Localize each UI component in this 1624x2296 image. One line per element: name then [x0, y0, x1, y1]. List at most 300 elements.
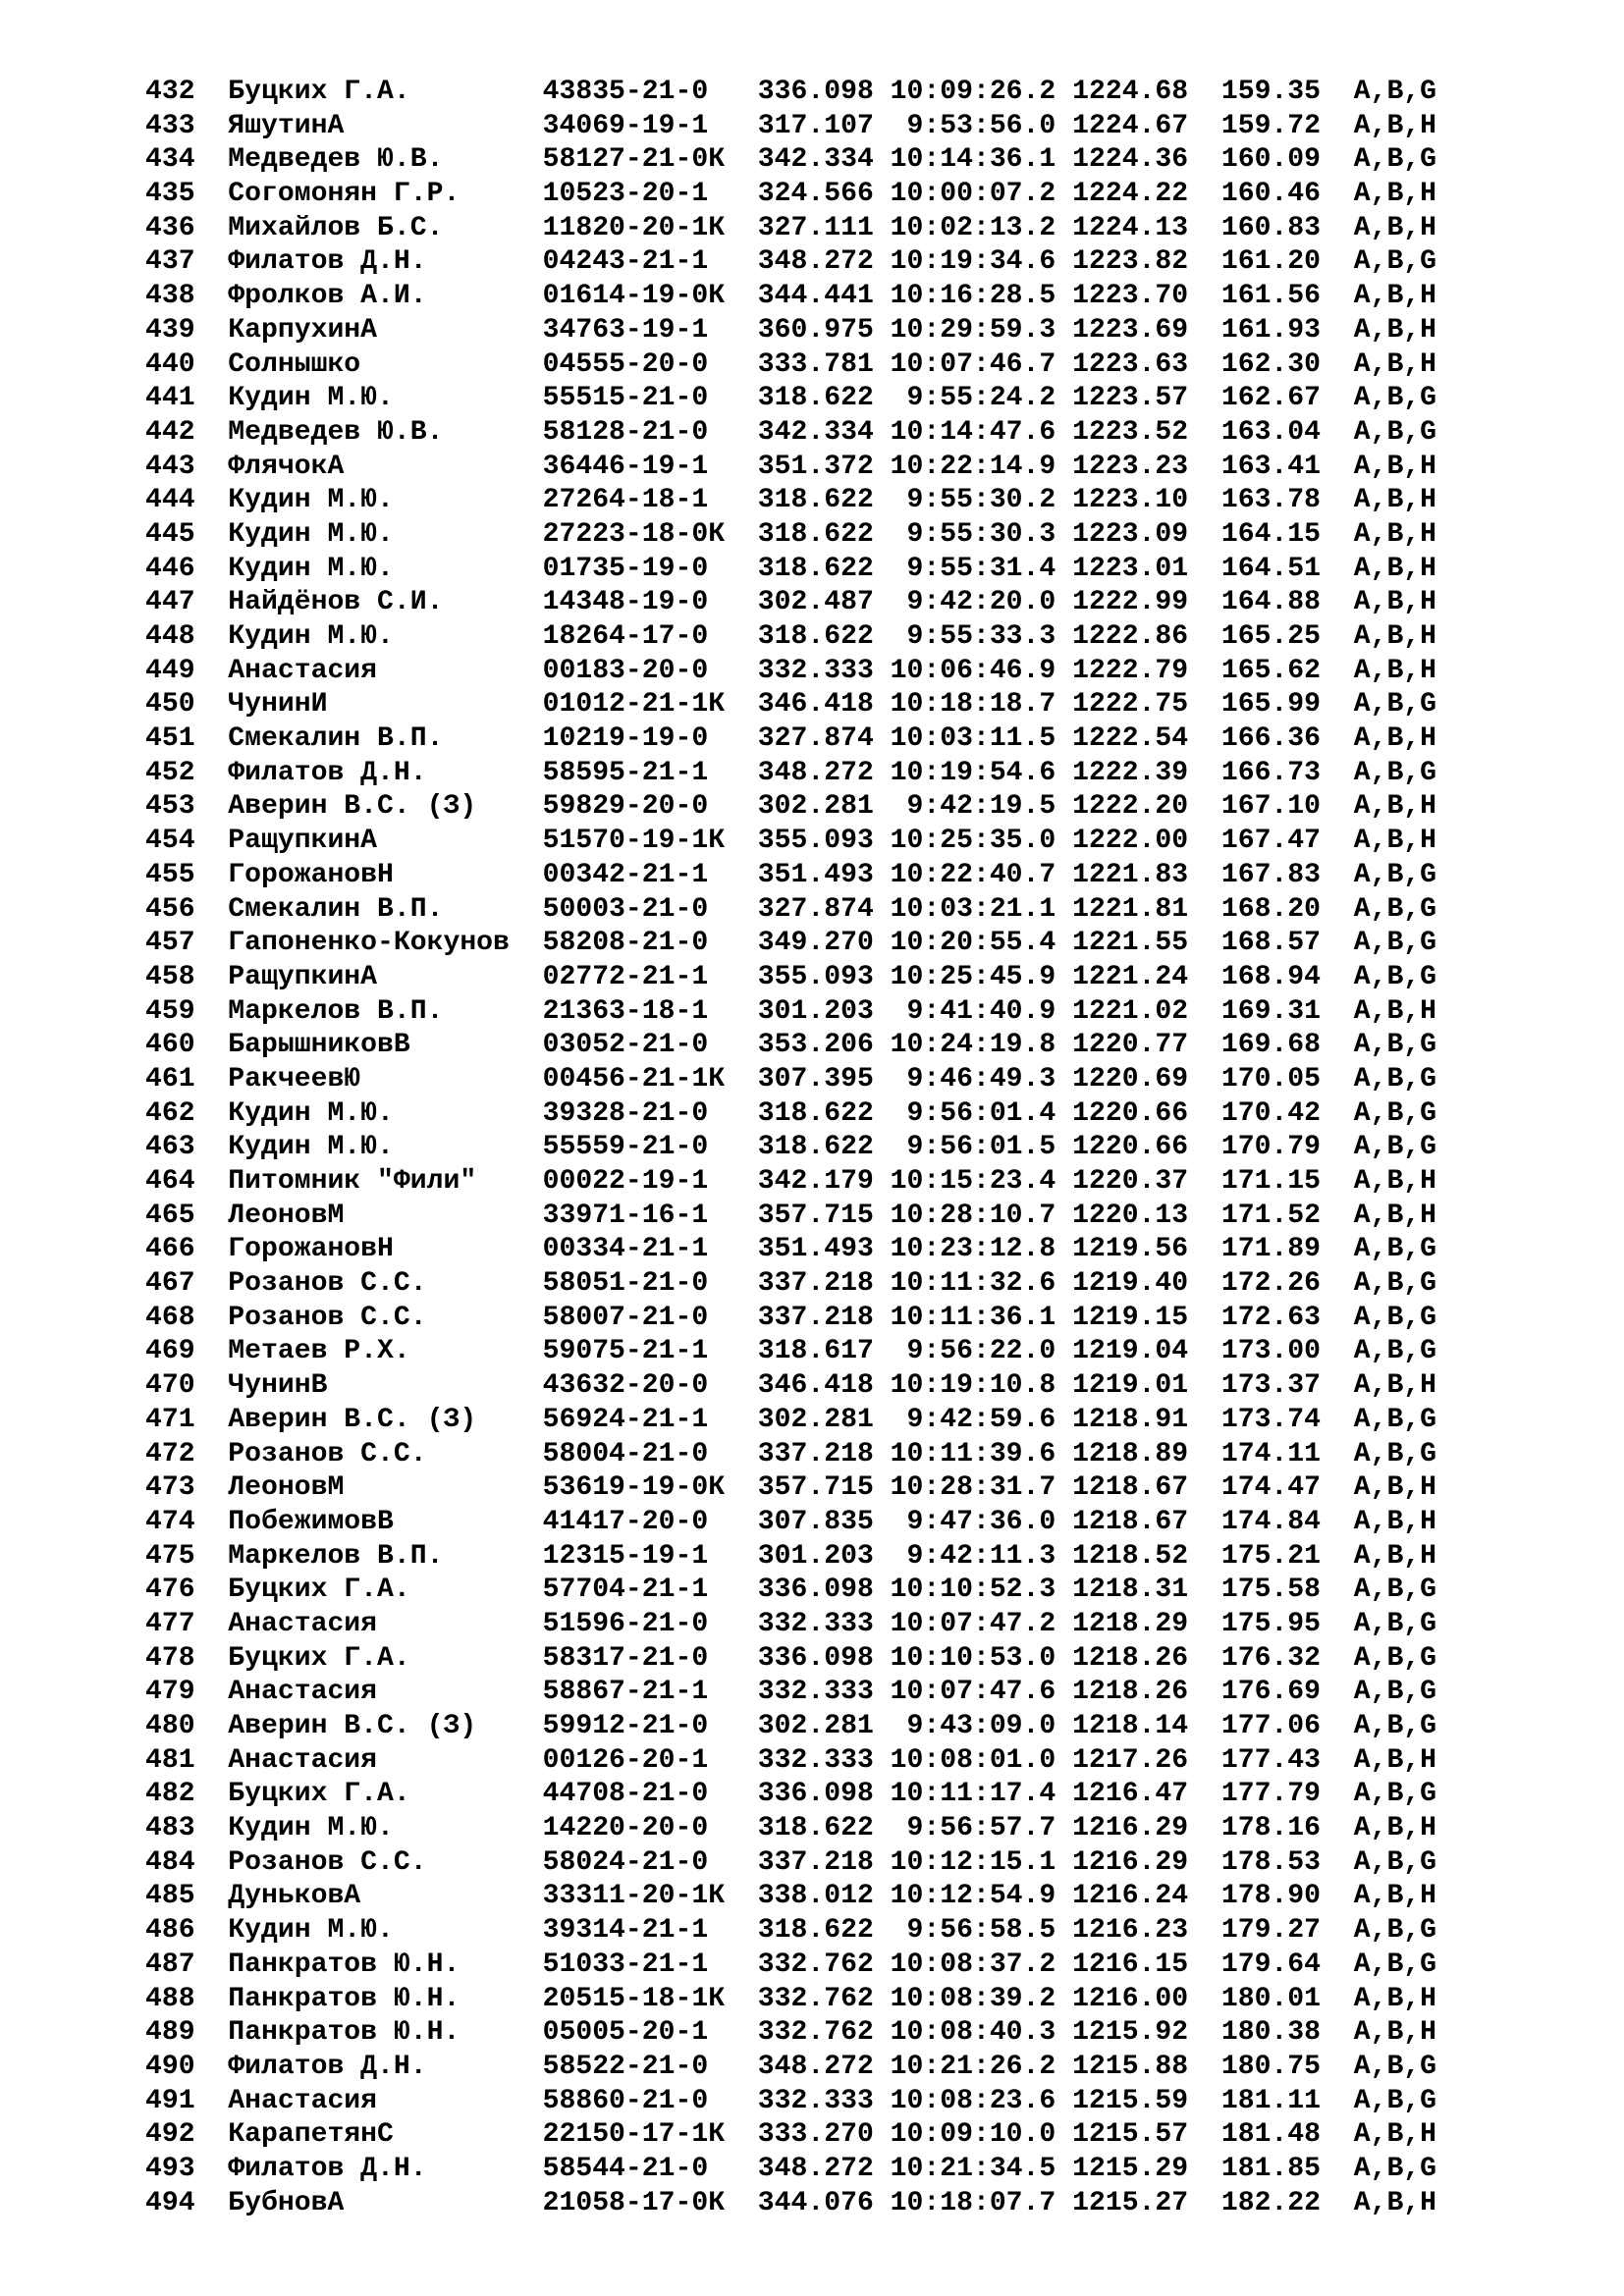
cell-gap	[195, 1201, 229, 1231]
cell-gap	[1056, 1609, 1072, 1639]
cell-time: 10:08:37.2	[890, 1949, 1056, 1980]
cell-coef: 170.79	[1220, 1132, 1322, 1163]
cell-gap	[874, 1541, 891, 1572]
cell-gap	[725, 281, 758, 311]
cell-rank: 453	[145, 791, 195, 823]
cell-gap	[427, 758, 543, 788]
cell-flags: A,B,G	[1353, 1642, 1437, 1674]
cell-time: 10:16:28.5	[890, 281, 1056, 312]
cell-distance: 302.281	[757, 791, 874, 823]
cell-time: 10:28:10.7	[890, 1200, 1056, 1231]
cell-gap	[1321, 1643, 1354, 1674]
cell-time: 10:18:07.7	[890, 2187, 1056, 2218]
cell-name: ГорожановН	[228, 859, 394, 890]
cell-gap	[1056, 1268, 1072, 1299]
cell-gap	[874, 996, 891, 1027]
cell-name: РащупкинА	[228, 961, 378, 992]
cell-flags: A,B,H	[1353, 348, 1437, 380]
cell-gap	[1056, 1132, 1072, 1162]
cell-gap	[874, 2017, 891, 2048]
cell-gap	[874, 246, 891, 277]
cell-gap	[1321, 554, 1354, 584]
cell-rank: 470	[145, 1370, 195, 1402]
cell-name: Кудин М.Ю.	[228, 518, 394, 550]
cell-ring: 59829-20-0	[542, 791, 709, 823]
cell-ring: 58128-21-0	[542, 416, 709, 448]
cell-flags: A,B,G	[1353, 1711, 1437, 1741]
cell-flags: A,B,H	[1353, 2119, 1437, 2151]
cell-time: 9:56:58.5	[906, 1915, 1056, 1947]
cell-coef: 175.58	[1220, 1575, 1322, 1606]
cell-flags: A,B,H	[1353, 655, 1437, 686]
cell-rank: 476	[145, 1575, 195, 1606]
cell-gap	[1188, 77, 1221, 107]
cell-gap	[443, 1541, 542, 1572]
cell-gap	[1056, 723, 1072, 754]
results-table	[145, 76, 1436, 2220]
cell-gap	[377, 1677, 543, 1707]
cell-ring: 01012-21-1К	[542, 689, 726, 721]
cell-gap	[874, 1643, 891, 1674]
cell-gap	[394, 621, 543, 652]
cell-gap	[1056, 894, 1072, 925]
cell-gap	[1188, 1575, 1221, 1605]
cell-distance: 348.272	[757, 2153, 874, 2184]
cell-speed: 1221.02	[1072, 995, 1189, 1027]
cell-speed: 1220.37	[1072, 1166, 1189, 1197]
cell-gap	[708, 315, 758, 346]
cell-speed: 1221.83	[1072, 859, 1189, 890]
cell-gap	[1321, 1745, 1354, 1776]
cell-time: 10:07:47.6	[890, 1677, 1056, 1708]
cell-time: 10:03:21.1	[890, 893, 1056, 925]
cell-speed: 1223.69	[1072, 314, 1189, 346]
cell-gap	[891, 621, 907, 652]
cell-gap	[443, 213, 542, 243]
cell-gap	[708, 554, 758, 584]
cell-coef: 162.30	[1220, 348, 1322, 380]
cell-gap	[195, 349, 229, 380]
cell-gap	[1188, 1201, 1221, 1231]
cell-gap	[195, 2052, 229, 2082]
cell-gap	[1321, 1132, 1354, 1162]
cell-gap	[1188, 656, 1221, 686]
cell-gap	[1321, 894, 1354, 925]
cell-gap	[443, 894, 542, 925]
cell-gap	[443, 723, 542, 754]
cell-gap	[377, 656, 543, 686]
cell-gap	[460, 1984, 542, 2014]
cell-gap	[1056, 860, 1072, 890]
cell-time: 10:11:36.1	[890, 1302, 1056, 1333]
cell-time: 10:21:34.5	[890, 2153, 1056, 2184]
cell-name: Буцких Г.А.	[228, 1575, 410, 1606]
cell-time: 10:22:40.7	[890, 859, 1056, 890]
cell-flags: A,B,G	[1353, 1438, 1437, 1469]
cell-gap	[1188, 1984, 1221, 2014]
cell-gap	[1321, 656, 1354, 686]
cell-time: 10:12:15.1	[890, 1846, 1056, 1878]
cell-rank: 488	[145, 1983, 195, 2014]
cell-rank: 446	[145, 553, 195, 584]
table-row	[145, 518, 1436, 553]
cell-gap	[394, 1234, 543, 1264]
cell-gap	[1056, 1949, 1072, 1980]
table-row	[145, 1063, 1436, 1097]
cell-gap	[874, 587, 891, 617]
cell-gap	[394, 383, 543, 413]
cell-distance: 337.218	[757, 1302, 874, 1333]
cell-gap	[708, 1847, 758, 1878]
cell-name: Метаев Р.Х.	[228, 1336, 410, 1367]
cell-speed: 1215.57	[1072, 2119, 1189, 2151]
cell-gap	[360, 1064, 542, 1095]
cell-gap	[195, 1711, 229, 1741]
table-row	[145, 178, 1436, 212]
cell-gap	[1321, 1303, 1354, 1333]
cell-coef: 163.41	[1220, 451, 1322, 482]
cell-name: Смекалин В.П.	[228, 723, 444, 755]
cell-gap	[1188, 179, 1221, 209]
table-row	[145, 1812, 1436, 1846]
cell-time: 10:12:54.9	[890, 1881, 1056, 1912]
cell-ring: 34069-19-1	[542, 110, 709, 141]
cell-gap	[708, 485, 758, 515]
cell-flags: A,B,H	[1353, 281, 1437, 312]
cell-coef: 178.53	[1220, 1846, 1322, 1878]
cell-ring: 58024-21-0	[542, 1846, 709, 1878]
cell-distance: 318.622	[757, 1097, 874, 1129]
table-row	[145, 995, 1436, 1030]
cell-ring: 12315-19-1	[542, 1540, 709, 1572]
cell-ring: 51033-21-1	[542, 1949, 709, 1980]
cell-gap	[874, 1813, 891, 1843]
cell-distance: 332.333	[757, 1744, 874, 1776]
cell-distance: 332.333	[757, 1608, 874, 1639]
cell-speed: 1218.14	[1072, 1711, 1189, 1741]
cell-distance: 336.098	[757, 1642, 874, 1674]
cell-ring: 58007-21-0	[542, 1302, 709, 1333]
cell-name: Маркелов В.П.	[228, 1540, 444, 1572]
cell-time: 10:11:17.4	[890, 1779, 1056, 1810]
cell-gap	[1056, 1064, 1072, 1095]
cell-coef: 160.83	[1220, 212, 1322, 243]
cell-name: ПобежимовВ	[228, 1506, 394, 1537]
cell-flags: A,B,H	[1353, 518, 1437, 550]
cell-gap	[195, 2154, 229, 2184]
cell-gap	[874, 1949, 891, 1980]
table-row	[145, 1949, 1436, 1983]
cell-rank: 454	[145, 826, 195, 857]
cell-gap	[708, 860, 758, 890]
cell-gap	[195, 1575, 229, 1605]
cell-time: 9:55:31.4	[906, 553, 1056, 584]
cell-distance: 357.715	[757, 1472, 874, 1504]
cell-gap	[1056, 349, 1072, 380]
cell-ring: 11820-20-1К	[542, 212, 726, 243]
cell-speed: 1216.29	[1072, 1846, 1189, 1878]
cell-flags: A,B,H	[1353, 1370, 1437, 1402]
cell-name: Буцких Г.А.	[228, 1779, 410, 1810]
cell-gap	[195, 1609, 229, 1639]
cell-coef: 179.64	[1220, 1949, 1322, 1980]
cell-speed: 1218.67	[1072, 1506, 1189, 1537]
cell-name: Солнышко	[228, 348, 361, 380]
cell-gap	[1056, 621, 1072, 652]
cell-time: 9:56:01.5	[906, 1132, 1056, 1163]
cell-distance: 348.272	[757, 246, 874, 278]
cell-distance: 302.487	[757, 587, 874, 618]
cell-gap	[1188, 315, 1221, 346]
cell-distance: 302.281	[757, 1711, 874, 1741]
cell-gap	[1188, 281, 1221, 311]
cell-gap	[1188, 485, 1221, 515]
cell-gap	[1188, 452, 1221, 482]
cell-gap	[874, 791, 891, 822]
cell-name: ЛеоновМ	[228, 1200, 345, 1231]
cell-flags: A,B,G	[1353, 1846, 1437, 1878]
cell-gap	[708, 1745, 758, 1776]
cell-coef: 169.31	[1220, 995, 1322, 1027]
cell-speed: 1218.67	[1072, 1472, 1189, 1504]
cell-time: 10:25:45.9	[890, 961, 1056, 992]
cell-gap	[443, 996, 542, 1027]
cell-gap	[1321, 2154, 1354, 2184]
cell-distance: 360.975	[757, 314, 874, 346]
cell-gap	[195, 791, 229, 822]
cell-gap	[1321, 452, 1354, 482]
cell-gap	[377, 315, 543, 346]
cell-name: Анастасия	[228, 1608, 378, 1639]
cell-flags: A,B,H	[1353, 2187, 1437, 2218]
cell-gap	[195, 1439, 229, 1469]
cell-gap	[427, 2154, 543, 2184]
cell-gap	[360, 349, 542, 380]
cell-time: 10:11:39.6	[890, 1438, 1056, 1469]
cell-gap	[874, 77, 891, 107]
cell-gap	[1056, 791, 1072, 822]
table-row	[145, 2153, 1436, 2187]
cell-name: ГорожановН	[228, 1234, 394, 1265]
cell-name: Кудин М.Ю.	[228, 383, 394, 414]
cell-gap	[1321, 2052, 1354, 2082]
cell-name: Анастасия	[228, 1677, 378, 1708]
cell-gap	[1056, 689, 1072, 720]
cell-time: 10:29:59.3	[890, 314, 1056, 346]
table-row	[145, 1233, 1436, 1267]
cell-gap	[874, 621, 891, 652]
cell-time: 10:28:31.7	[890, 1472, 1056, 1504]
cell-gap	[874, 860, 891, 890]
cell-gap	[1321, 1507, 1354, 1537]
cell-gap	[1188, 554, 1221, 584]
cell-distance: 318.622	[757, 518, 874, 550]
cell-gap	[1056, 1405, 1072, 1435]
cell-gap	[874, 758, 891, 788]
cell-gap	[874, 1166, 891, 1197]
table-row	[145, 382, 1436, 416]
cell-gap	[195, 826, 229, 856]
cell-gap	[195, 1370, 229, 1401]
cell-speed: 1220.66	[1072, 1132, 1189, 1163]
cell-ring: 58004-21-0	[542, 1438, 709, 1469]
cell-gap	[1188, 996, 1221, 1027]
cell-time: 10:06:46.9	[890, 655, 1056, 686]
cell-coef: 181.48	[1220, 2119, 1322, 2151]
cell-rank: 462	[145, 1097, 195, 1129]
cell-flags: A,B,H	[1353, 791, 1437, 823]
cell-gap	[195, 485, 229, 515]
cell-gap	[874, 2154, 891, 2184]
cell-gap	[344, 1201, 542, 1231]
cell-gap	[195, 246, 229, 277]
cell-time: 9:41:40.9	[906, 995, 1056, 1027]
cell-gap	[1188, 1711, 1221, 1741]
cell-coef: 160.46	[1220, 179, 1322, 210]
cell-gap	[891, 587, 907, 617]
table-row	[145, 1131, 1436, 1165]
cell-speed: 1219.56	[1072, 1234, 1189, 1265]
cell-coef: 166.36	[1220, 723, 1322, 755]
cell-gap	[1188, 1303, 1221, 1333]
cell-gap	[1321, 281, 1354, 311]
cell-gap	[1188, 1609, 1221, 1639]
cell-coef: 167.10	[1220, 791, 1322, 823]
cell-gap	[195, 1507, 229, 1537]
cell-distance: 351.372	[757, 451, 874, 482]
cell-gap	[1321, 996, 1354, 1027]
cell-rank: 468	[145, 1302, 195, 1333]
cell-gap	[1056, 1507, 1072, 1537]
cell-ring: 14220-20-0	[542, 1813, 709, 1844]
cell-time: 10:18:18.7	[890, 689, 1056, 721]
cell-speed: 1215.92	[1072, 2017, 1189, 2049]
cell-gap	[1321, 77, 1354, 107]
table-row	[145, 722, 1436, 757]
cell-speed: 1219.01	[1072, 1370, 1189, 1402]
cell-distance: 342.179	[757, 1166, 874, 1197]
cell-name: Аверин В.С. (З)	[228, 1404, 477, 1435]
cell-name: Аверин В.С. (З)	[228, 791, 477, 823]
cell-distance: 324.566	[757, 179, 874, 210]
cell-speed: 1216.24	[1072, 1881, 1189, 1912]
cell-gap	[874, 349, 891, 380]
cell-gap	[1321, 1370, 1354, 1401]
cell-speed: 1223.82	[1072, 246, 1189, 278]
cell-time: 9:46:49.3	[906, 1063, 1056, 1095]
cell-gap	[1321, 758, 1354, 788]
cell-gap	[874, 723, 891, 754]
cell-flags: A,B,G	[1353, 859, 1437, 890]
cell-gap	[1188, 1268, 1221, 1299]
table-row	[145, 416, 1436, 451]
cell-gap	[1321, 723, 1354, 754]
cell-gap	[874, 1575, 891, 1605]
cell-coef: 178.90	[1220, 1881, 1322, 1912]
cell-name: Согомонян Г.Р.	[228, 179, 460, 210]
cell-gap	[427, 1268, 543, 1299]
cell-flags: A,B,H	[1353, 1540, 1437, 1572]
cell-gap	[195, 1234, 229, 1264]
table-row	[145, 2187, 1436, 2221]
cell-gap	[476, 1711, 542, 1741]
cell-distance: 336.098	[757, 1575, 874, 1606]
cell-coef: 179.27	[1220, 1915, 1322, 1947]
cell-gap	[427, 1303, 543, 1333]
cell-gap	[1321, 111, 1354, 141]
cell-ring: 00183-20-0	[542, 655, 709, 686]
cell-ring: 00342-21-1	[542, 859, 709, 890]
cell-distance: 318.622	[757, 383, 874, 414]
cell-gap	[708, 723, 758, 754]
cell-distance: 355.093	[757, 961, 874, 992]
cell-gap	[195, 1132, 229, 1162]
cell-gap	[708, 962, 758, 992]
table-row	[145, 1029, 1436, 1063]
cell-gap	[874, 2052, 891, 2082]
cell-gap	[1321, 2188, 1354, 2218]
table-row	[145, 1165, 1436, 1200]
cell-gap	[427, 246, 543, 277]
cell-distance: 318.622	[757, 1915, 874, 1947]
table-row	[145, 859, 1436, 893]
cell-gap	[874, 962, 891, 992]
cell-gap	[1056, 111, 1072, 141]
cell-name: Филатов Д.Н.	[228, 246, 427, 278]
cell-time: 10:07:47.2	[890, 1608, 1056, 1639]
cell-gap	[874, 554, 891, 584]
cell-name: РащупкинА	[228, 826, 378, 857]
cell-coef: 173.74	[1220, 1404, 1322, 1435]
cell-gap	[195, 860, 229, 890]
cell-flags: A,B,G	[1353, 77, 1437, 107]
cell-flags: A,B,G	[1353, 2153, 1437, 2184]
cell-time: 10:15:23.4	[890, 1166, 1056, 1197]
cell-distance: 318.622	[757, 1132, 874, 1163]
cell-gap	[1188, 723, 1221, 754]
cell-gap	[1321, 213, 1354, 243]
cell-time: 10:11:32.6	[890, 1268, 1056, 1300]
table-row	[145, 1506, 1436, 1540]
cell-distance: 348.272	[757, 757, 874, 788]
cell-ring: 27223-18-0К	[542, 518, 726, 550]
cell-flags: A,B,G	[1353, 1336, 1437, 1367]
cell-distance: 337.218	[757, 1846, 874, 1878]
cell-gap	[1321, 1847, 1354, 1878]
cell-gap	[874, 383, 891, 413]
cell-gap	[1321, 2086, 1354, 2116]
cell-time: 10:25:35.0	[890, 826, 1056, 857]
cell-coef: 177.79	[1220, 1779, 1322, 1810]
cell-coef: 181.85	[1220, 2153, 1322, 2184]
cell-gap	[708, 111, 758, 141]
cell-coef: 177.06	[1220, 1711, 1322, 1741]
cell-rank: 465	[145, 1200, 195, 1231]
cell-rank: 463	[145, 1132, 195, 1163]
cell-rank: 494	[145, 2187, 195, 2218]
cell-rank: 469	[145, 1336, 195, 1367]
cell-gap	[427, 281, 543, 311]
cell-gap	[195, 928, 229, 958]
cell-flags: A,B,G	[1353, 961, 1437, 992]
cell-flags: A,B,G	[1353, 1302, 1437, 1333]
cell-gap	[1188, 1813, 1221, 1843]
cell-gap	[1321, 1813, 1354, 1843]
cell-coef: 178.16	[1220, 1813, 1322, 1844]
cell-name: Панкратов Ю.Н.	[228, 2017, 460, 2049]
table-row	[145, 1846, 1436, 1881]
cell-speed: 1218.26	[1072, 1642, 1189, 1674]
